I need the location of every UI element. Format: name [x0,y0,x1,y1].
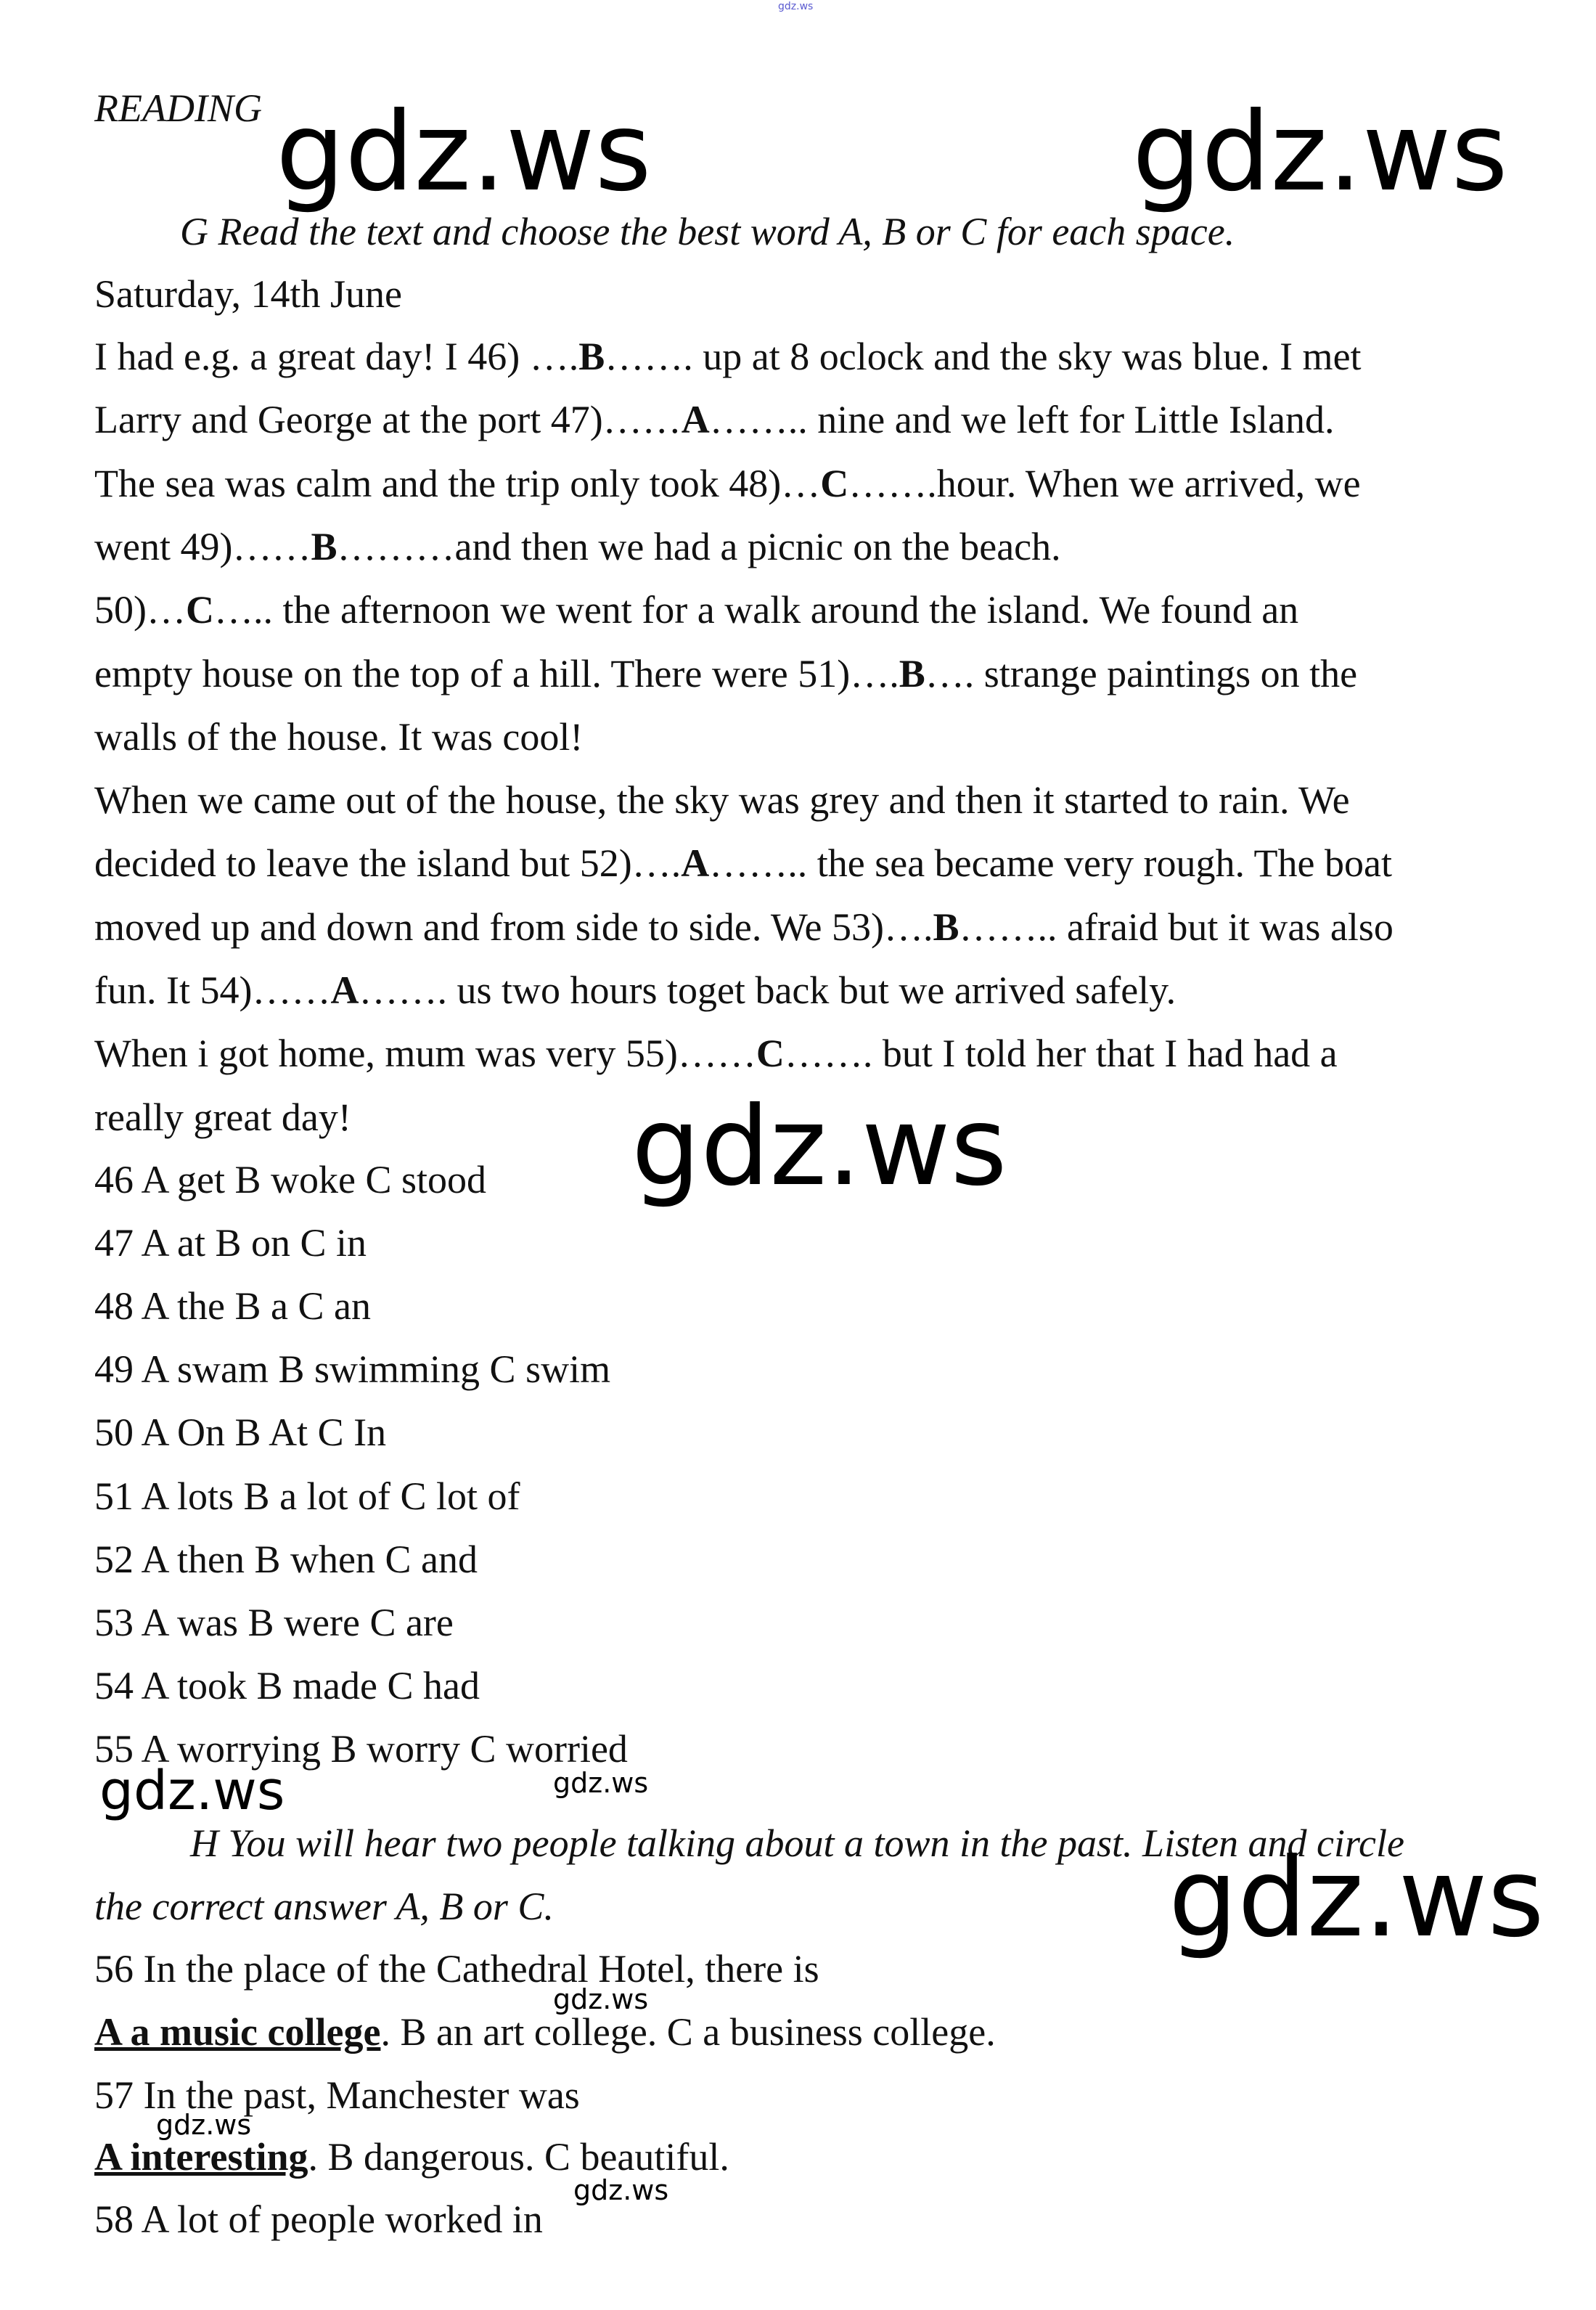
passage-text: When we came out of the house, the sky was grey and then it started to rain. We [94,778,1350,822]
passage-line [94,1031,1338,1076]
watermark-medium-left: gdz.ws [99,1760,285,1822]
passage-answer: B [933,905,959,949]
passage-text: I had e.g. a great day! I 46) …. [94,335,579,378]
passage-line [94,651,1357,696]
passage-answer: C [756,1032,785,1075]
passage-text: …….. afraid but it was also [959,905,1394,949]
watermark-top-tiny: gdz.ws [778,1,814,12]
passage-line [94,968,1176,1013]
passage-line [94,587,1298,632]
passage-line [94,397,1335,442]
answer-56-line [94,2009,996,2054]
watermark-small-1: gdz.ws [553,1767,649,1799]
passage-text: …….. nine and we left for Little Island. [709,398,1335,441]
passage-answer: C [820,462,849,505]
option-line: 52 A then B when C and [94,1538,478,1581]
passage-answer: B [899,652,925,695]
option-line: 55 A worrying B worry C worried [94,1727,628,1771]
answer-56-options: . B an art college. C a business college. [380,2010,996,2054]
section-heading: READING [94,86,262,130]
instruction-h-line1: H You will hear two people talking about a town in the past. Listen and circle [190,1821,1404,1865]
passage-line [94,334,1362,379]
instruction-h-line2: the correct answer A, B or C. [94,1885,554,1928]
passage-text: …….. the sea became very rough. The boat [709,841,1392,885]
option-line: 53 A was B were C are [94,1601,454,1644]
passage-answer: B [311,525,337,568]
option-line: 51 A lots B a lot of C lot of [94,1474,520,1518]
option-line: 49 A swam B swimming C swim [94,1347,611,1391]
watermark-small-3: gdz.ws [156,2109,252,2141]
passage-text: ….. the afternoon we went for a walk around the island. We found an [213,588,1299,632]
option-line: 46 A get B woke C stood [94,1158,487,1201]
option-line: 48 A the B a C an [94,1284,371,1328]
passage-text: empty house on the top of a hill. There were 51)…. [94,652,899,695]
passage-text: ……. but I told her that I had had a [784,1032,1338,1075]
passage-answer: C [185,588,214,632]
answer-57-options: . B dangerous. C beautiful. [308,2135,729,2179]
watermark-large-middle: gdz.ws [631,1084,1007,1210]
passage-text: …….hour. When we arrived, we [848,462,1361,505]
passage-text: The sea was calm and the trip only took 48)… [94,462,821,505]
passage-text: ……. up at 8 oclock and the sky was blue. I met [605,335,1362,378]
passage-text: When i got home, mum was very 55)…… [94,1032,756,1075]
answer-56-correct: A a music college [94,2010,381,2054]
watermark-small-2: gdz.ws [553,1983,649,2015]
answer-57-correct: A interesting [94,2135,308,2179]
passage-line [94,778,1350,823]
passage-text: moved up and down and from side to side. We 53)…. [94,905,933,949]
passage-answer: A [681,841,710,885]
question-57: 57 In the past, Manchester was [94,2073,580,2117]
question-58: 58 A lot of people worked in [94,2197,543,2241]
passage-text: 50)… [94,588,186,632]
passage-text: Larry and George at the port 47)…… [94,398,682,441]
passage-line [94,905,1394,950]
passage-answer: A [330,968,359,1012]
passage-line [94,461,1361,506]
option-line: 50 A On B At C In [94,1411,387,1454]
passage-answer: A [681,398,710,441]
watermark-small-4: gdz.ws [573,2174,669,2206]
passage-text: really great day! [94,1095,351,1139]
watermark-large-left: gdz.ws [276,89,652,216]
passage-line [94,841,1392,886]
option-line: 54 A took B made C had [94,1664,480,1707]
passage-text: walls of the house. It was cool! [94,715,584,759]
question-56: 56 In the place of the Cathedral Hotel, there is [94,1947,819,1991]
watermark-large-right: gdz.ws [1132,89,1508,216]
passage-text: went 49)…… [94,525,311,568]
watermark-large-bottom-right: gdz.ws [1169,1835,1544,1962]
passage-text: fun. It 54)…… [94,968,331,1012]
passage-text: …. strange paintings on the [925,652,1358,695]
passage-line [94,524,1061,569]
passage-line [94,1095,351,1140]
passage-text: ……. us two hours toget back but we arrived safely. [359,968,1176,1012]
passage-text: ………and then we had a picnic on the beach. [337,525,1061,568]
passage-line [94,714,583,759]
passage-answer: B [578,335,605,378]
diary-date: Saturday, 14th June [94,272,402,316]
instruction-g: G Read the text and choose the best word A, B or C for each space. [180,210,1235,253]
passage-text: decided to leave the island but 52)…. [94,841,682,885]
option-line: 47 A at B on C in [94,1221,367,1265]
answer-57-line [94,2134,729,2179]
